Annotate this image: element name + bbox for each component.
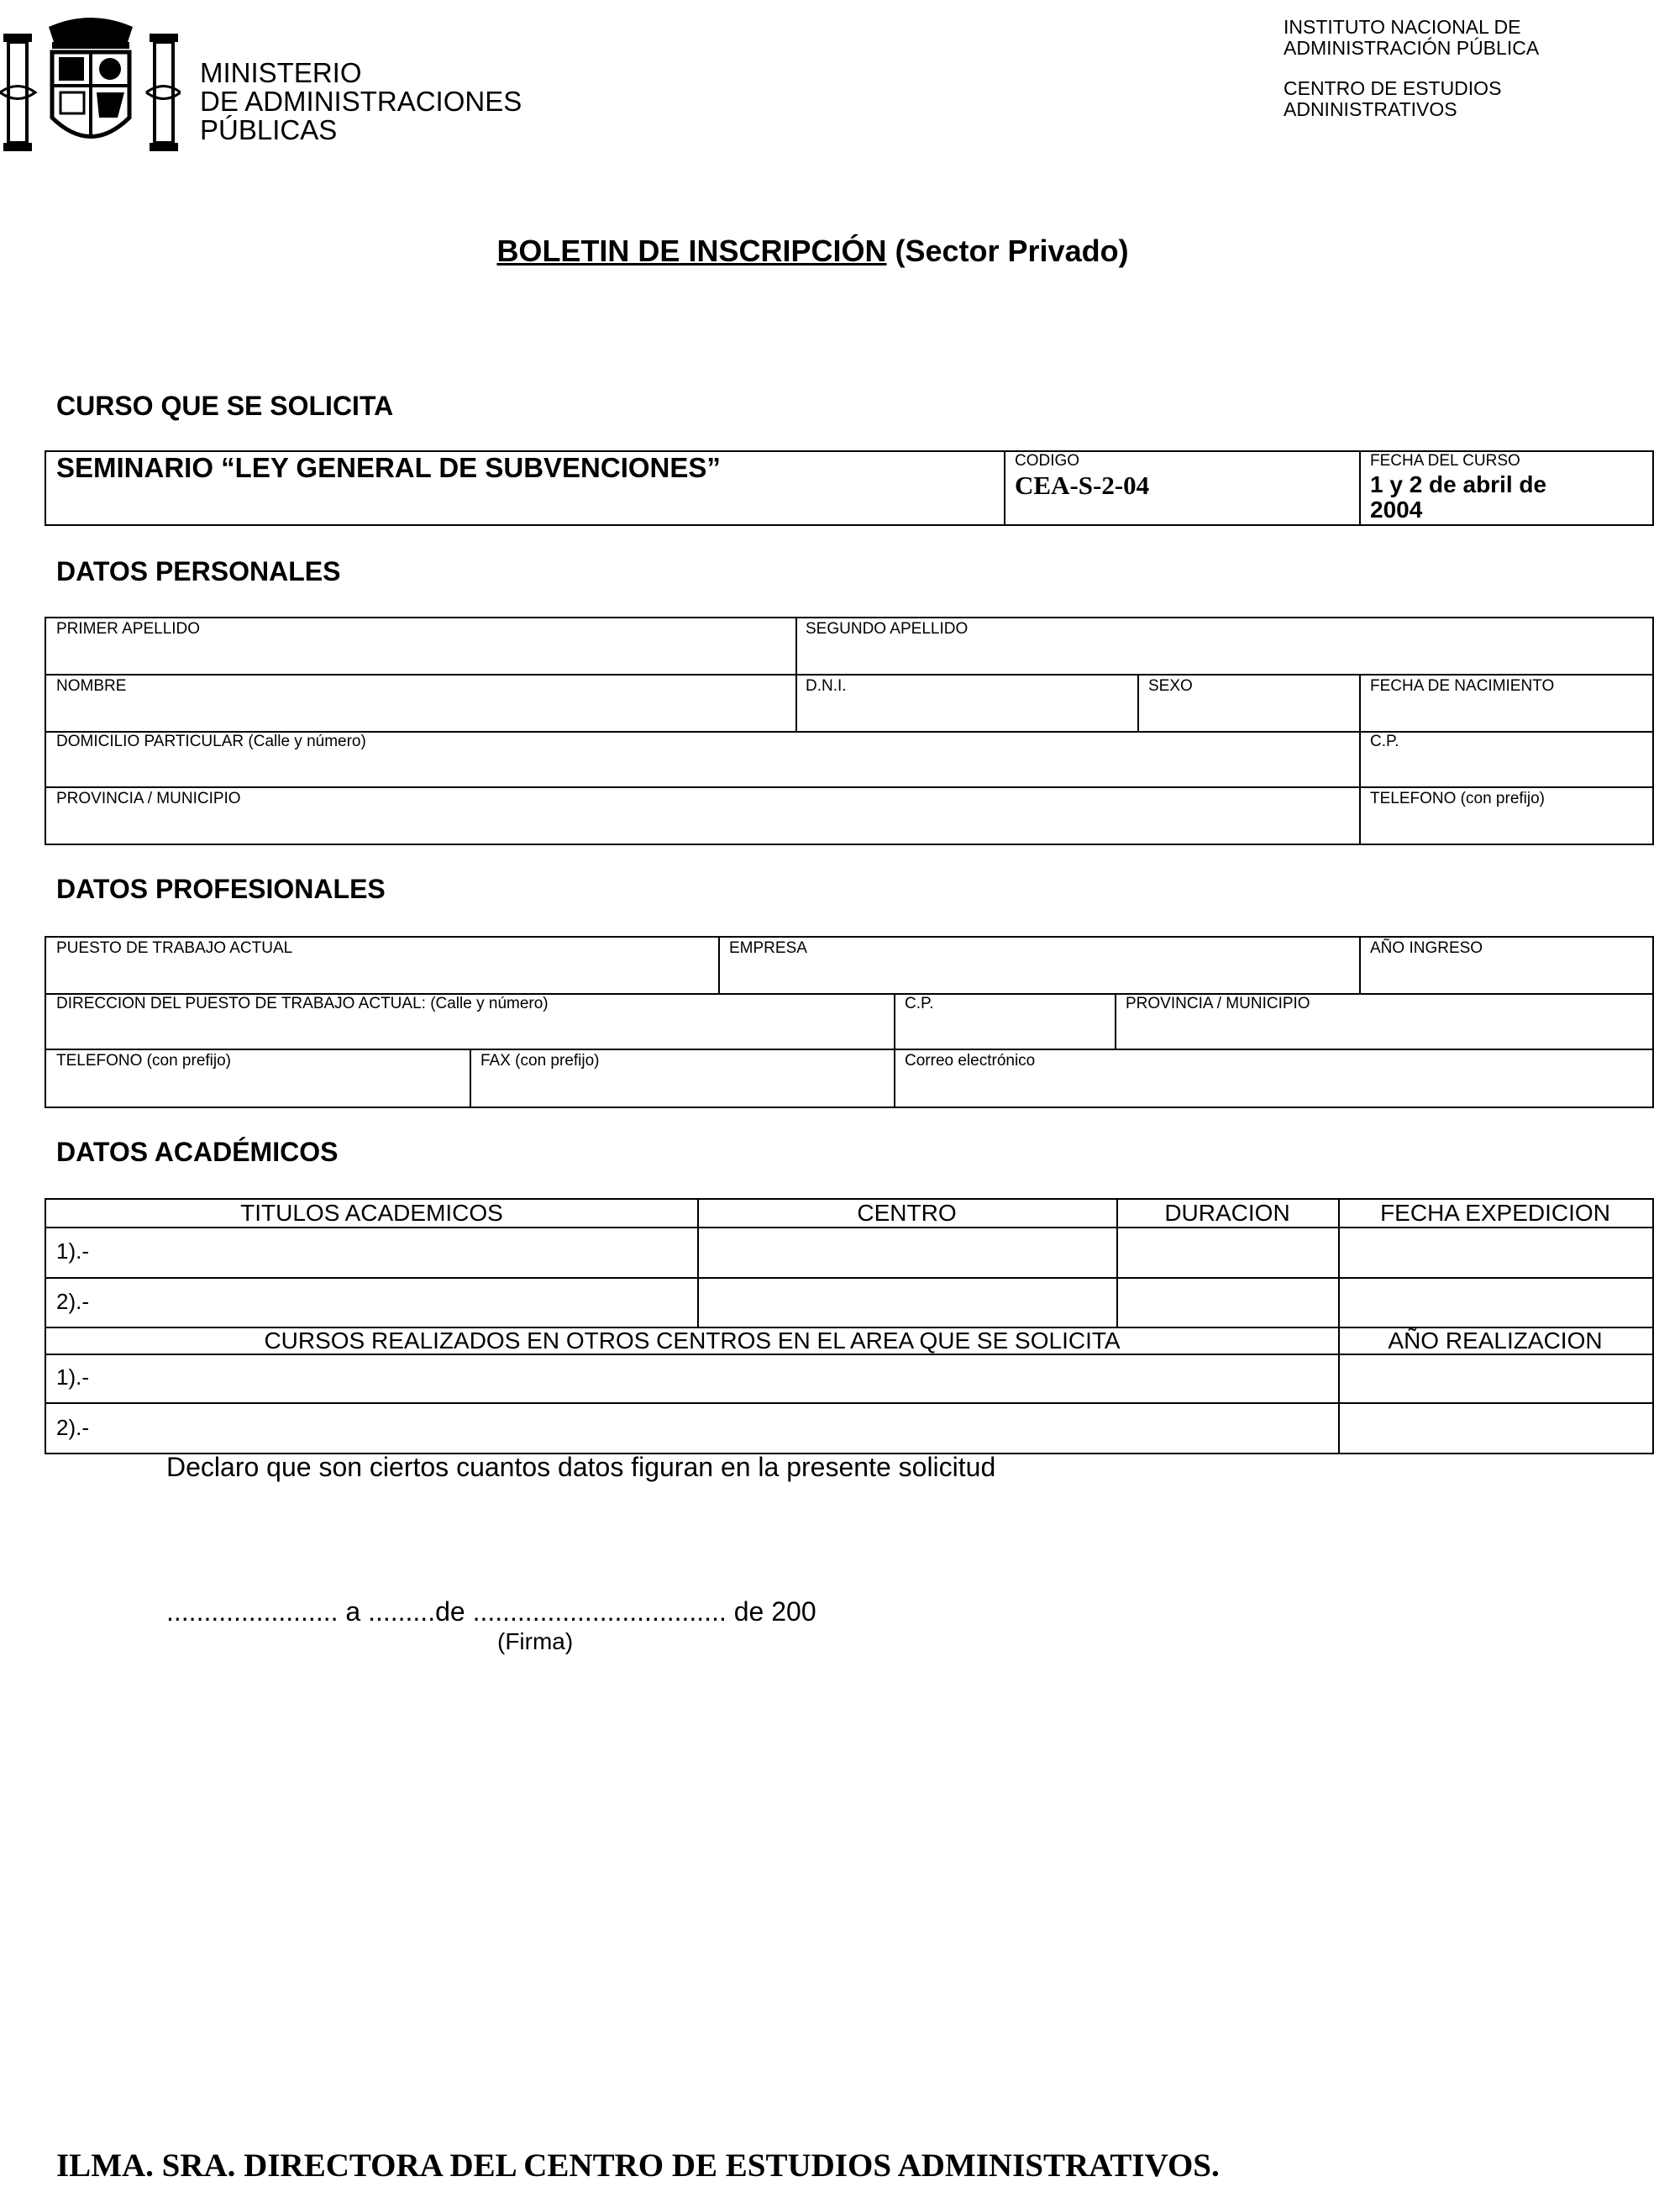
puesto-label: PUESTO DE TRABAJO ACTUAL xyxy=(56,939,293,957)
fecha-curso-value-2: 2004 xyxy=(1370,497,1423,523)
ano-ingreso-label: AÑO INGRESO xyxy=(1370,939,1483,957)
section-curso: CURSO QUE SE SOLICITA xyxy=(56,391,394,421)
page-title xyxy=(0,234,1625,269)
codigo-label: CODIGO xyxy=(1015,452,1080,470)
institute-line-1: INSTITUTO NACIONAL DE xyxy=(1284,16,1521,38)
ministry-line-2: DE ADMINISTRACIONES xyxy=(200,86,522,117)
nombre-label: NOMBRE xyxy=(56,677,127,695)
empresa-label: EMPRESA xyxy=(729,939,807,957)
section-academicos: DATOS ACADÉMICOS xyxy=(56,1137,339,1167)
prof-provincia-label: PROVINCIA / MUNICIPIO xyxy=(1126,995,1310,1012)
sexo-label: SEXO xyxy=(1148,677,1193,695)
coat-of-arms-icon xyxy=(0,8,181,155)
direccion-label: DIRECCION DEL PUESTO DE TRABAJO ACTUAL: (Calle y número) xyxy=(56,995,549,1012)
declaration: Declaro que son ciertos cuantos datos figuran en la presente solicitud xyxy=(166,1452,996,1482)
ministry-line-3: PÚBLICAS xyxy=(200,114,338,145)
primer-apellido-label: PRIMER APELLIDO xyxy=(56,620,201,638)
title-main: BOLETIN DE INSCRIPCIÓN xyxy=(496,234,887,268)
correo-label: Correo electrónico xyxy=(905,1052,1036,1070)
fecha-curso-value xyxy=(1370,472,1546,523)
codigo-value: CEA-S-2-04 xyxy=(1015,471,1150,500)
ministry-name xyxy=(200,59,522,145)
footer-addressee: ILMA. SRA. DIRECTORA DEL CENTRO DE ESTUDIOS ADMINISTRATIVOS. xyxy=(56,2148,1220,2184)
center-line-2: ADNINISTRATIVOS xyxy=(1284,98,1457,120)
provincia-label: PROVINCIA / MUNICIPIO xyxy=(56,790,241,807)
personales-box xyxy=(45,617,1654,845)
segundo-apellido-label: SEGUNDO APELLIDO xyxy=(806,620,969,638)
col-titulos: TITULOS ACADEMICOS xyxy=(240,1200,503,1226)
fecha-nacimiento-label: FECHA DE NACIMIENTO xyxy=(1370,677,1555,695)
ministry-line-1: MINISTERIO xyxy=(200,57,362,88)
curso-row-2: 2).- xyxy=(56,1415,89,1440)
col-cursos: CURSOS REALIZADOS EN OTROS CENTROS EN EL AREA QUE SE SOLICITA xyxy=(264,1327,1121,1354)
telefono-label: TELEFONO (con prefijo) xyxy=(1370,790,1545,807)
institute-line-2: ADMINISTRACIÓN PÚBLICA xyxy=(1284,37,1540,59)
col-fecha: FECHA EXPEDICION xyxy=(1380,1200,1610,1226)
fax-label: FAX (con prefijo) xyxy=(480,1052,600,1070)
course-name: SEMINARIO “LEY GENERAL DE SUBVENCIONES” xyxy=(56,452,721,483)
prof-telefono-label: TELEFONO (con prefijo) xyxy=(56,1052,231,1070)
section-personales: DATOS PERSONALES xyxy=(56,556,341,586)
col-centro: CENTRO xyxy=(857,1200,957,1226)
dni-label: D.N.I. xyxy=(806,677,847,695)
fecha-curso-value-1: 1 y 2 de abril de xyxy=(1370,471,1547,497)
institute-name xyxy=(1284,17,1539,120)
title-sub: (Sector Privado) xyxy=(895,234,1129,268)
firma-label: (Firma) xyxy=(497,1628,574,1654)
center-line-1: CENTRO DE ESTUDIOS xyxy=(1284,77,1502,99)
titulo-row-1: 1).- xyxy=(56,1238,89,1264)
academicos-box xyxy=(45,1198,1654,1454)
col-ano: AÑO REALIZACION xyxy=(1388,1327,1603,1354)
col-duracion: DURACION xyxy=(1164,1200,1290,1226)
section-profesionales: DATOS PROFESIONALES xyxy=(56,874,386,904)
fecha-curso-label: FECHA DEL CURSO xyxy=(1370,452,1520,470)
profesionales-box xyxy=(45,936,1654,1108)
curso-box xyxy=(45,450,1654,526)
curso-row-1: 1).- xyxy=(56,1364,89,1390)
prof-cp-label: C.P. xyxy=(905,995,934,1012)
titulo-row-2: 2).- xyxy=(56,1289,89,1314)
domicilio-label: DOMICILIO PARTICULAR (Calle y número) xyxy=(56,733,366,750)
cp-label: C.P. xyxy=(1370,733,1399,750)
signature-line: ....................... a .........de .................................. de 200 xyxy=(166,1596,816,1627)
